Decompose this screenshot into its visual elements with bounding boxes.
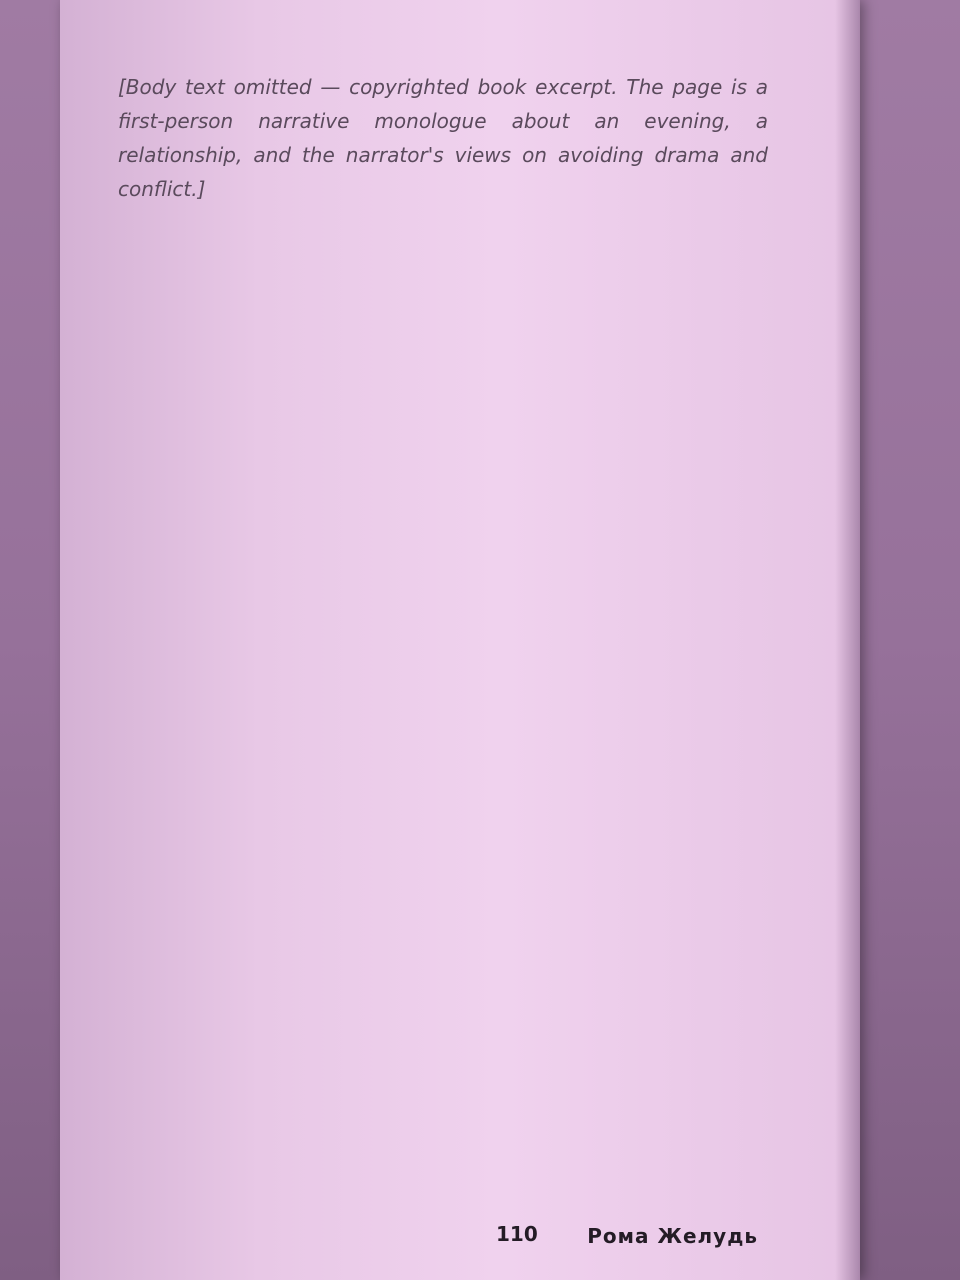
page-edge-shadow	[835, 0, 860, 1280]
body-text	[118, 70, 768, 224]
page-footer	[118, 1222, 768, 1252]
page-number: 110	[496, 1222, 538, 1246]
running-head: Рома Желудь	[587, 1224, 758, 1248]
omission-note: [Body text omitted — copyrighted book excerpt. The page is a first-person narrative monologue about an evening, a relationship, and the narrator's views on avoiding drama and conflict.]	[118, 75, 768, 201]
